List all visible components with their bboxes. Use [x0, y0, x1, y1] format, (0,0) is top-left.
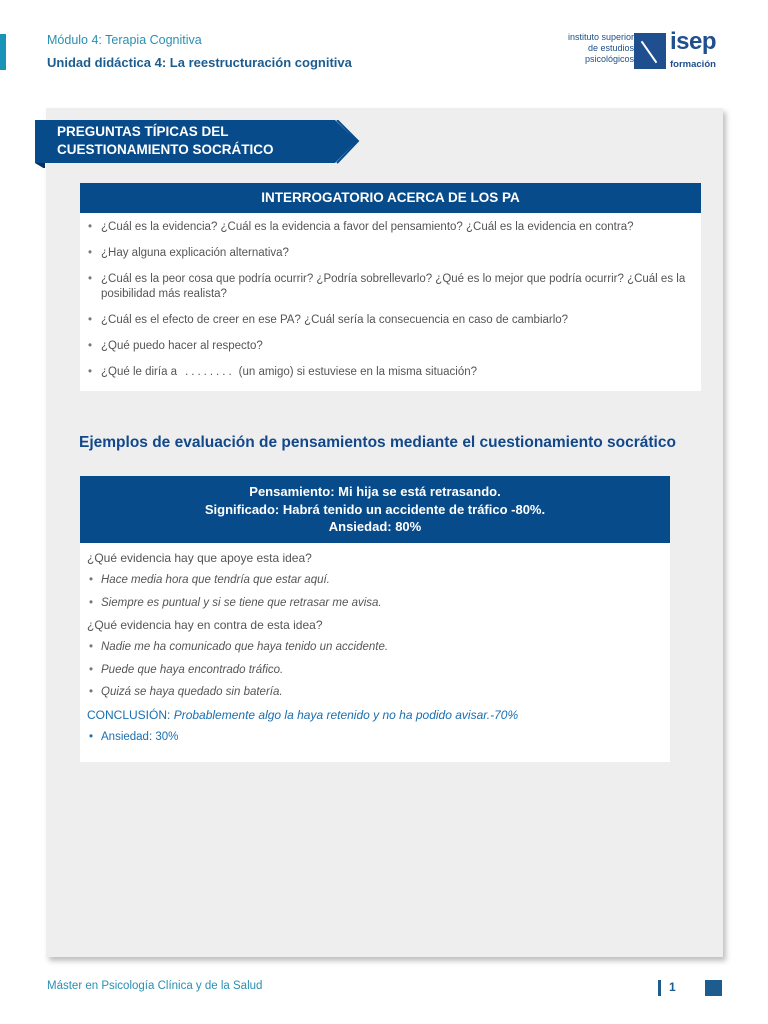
module-title: Módulo 4: Terapia Cognitiva	[47, 33, 202, 47]
list-item: • Siempre es puntual y si se tiene que retrasar me avisa.	[89, 596, 670, 611]
list-item: • ¿Hay alguna explicación alternativa?	[88, 246, 701, 261]
logo-institute-text: instituto superior de estudios psicológicos	[567, 32, 634, 64]
interrogatorio-box	[80, 183, 701, 391]
list-item: • ¿Qué le diría a ........ (un amigo) si estuviese en la misma situación?	[88, 365, 701, 380]
logo-mark-icon	[634, 33, 666, 69]
list-item: • ¿Cuál es la peor cosa que podría ocurrir? ¿Podría sobrellevarlo? ¿Qué es lo mejor que podría ocurrir? ¿Cuál es la posibilidad más realista?	[88, 272, 701, 302]
page-divider	[658, 980, 661, 996]
contra-list	[87, 640, 670, 700]
favor-list	[87, 573, 670, 611]
list-item: • ¿Cuál es el efecto de creer en ese PA? ¿Cuál sería la consecuencia en caso de cambiarlo?	[88, 313, 701, 328]
list-item: • Ansiedad: 30%	[89, 730, 670, 745]
left-accent-bar	[0, 34, 6, 70]
tab-title: PREGUNTAS TÍPICAS DEL CUESTIONAMIENTO SOCRÁTICO	[57, 124, 274, 157]
list-item: • Nadie me ha comunicado que haya tenido un accidente.	[89, 640, 670, 655]
conclusion-text: Probablemente algo la haya retenido y no ha podido avisar.-70%	[173, 707, 519, 722]
question-list	[80, 213, 701, 380]
conclusion-label: CONCLUSIÓN:	[87, 707, 171, 722]
logo-subbrand: formación	[670, 59, 716, 70]
example-header: Pensamiento: Mi hija se está retrasando. Significado: Habrá tenido un accidente de tráfico -80%. Ansiedad: 80%	[80, 476, 670, 543]
list-item: • Quizá se haya quedado sin batería.	[89, 685, 670, 700]
list-item: • Puede que haya encontrado tráfico.	[89, 663, 670, 678]
question-favor: ¿Qué evidencia hay que apoye esta idea?	[87, 551, 312, 565]
logo-brand: isep	[670, 28, 717, 55]
unit-title: Unidad didáctica 4: La reestructuración cognitiva	[47, 55, 352, 70]
footer-square-icon	[705, 980, 722, 996]
list-item: • ¿Cuál es la evidencia? ¿Cuál es la evidencia a favor del pensamiento? ¿Cuál es la evidencia en contra?	[88, 220, 701, 235]
isep-logo	[548, 28, 728, 74]
list-item: • Hace media hora que tendría que estar aquí.	[89, 573, 670, 588]
example-body	[80, 543, 670, 745]
list-item: • ¿Qué puedo hacer al respecto?	[88, 339, 701, 354]
example-box	[80, 476, 670, 762]
question-contra: ¿Qué evidencia hay en contra de esta idea?	[87, 618, 323, 632]
section-heading: Ejemplos de evaluación de pensamientos mediante el cuestionamiento socrático	[79, 434, 676, 451]
footer-text: Máster en Psicología Clínica y de la Salud	[47, 980, 263, 992]
conclusion	[87, 708, 670, 723]
page-number: 1	[669, 980, 676, 994]
final-list	[87, 730, 670, 745]
interrogatorio-title: INTERROGATORIO ACERCA DE LOS PA	[80, 183, 701, 213]
section-tab	[35, 120, 360, 164]
